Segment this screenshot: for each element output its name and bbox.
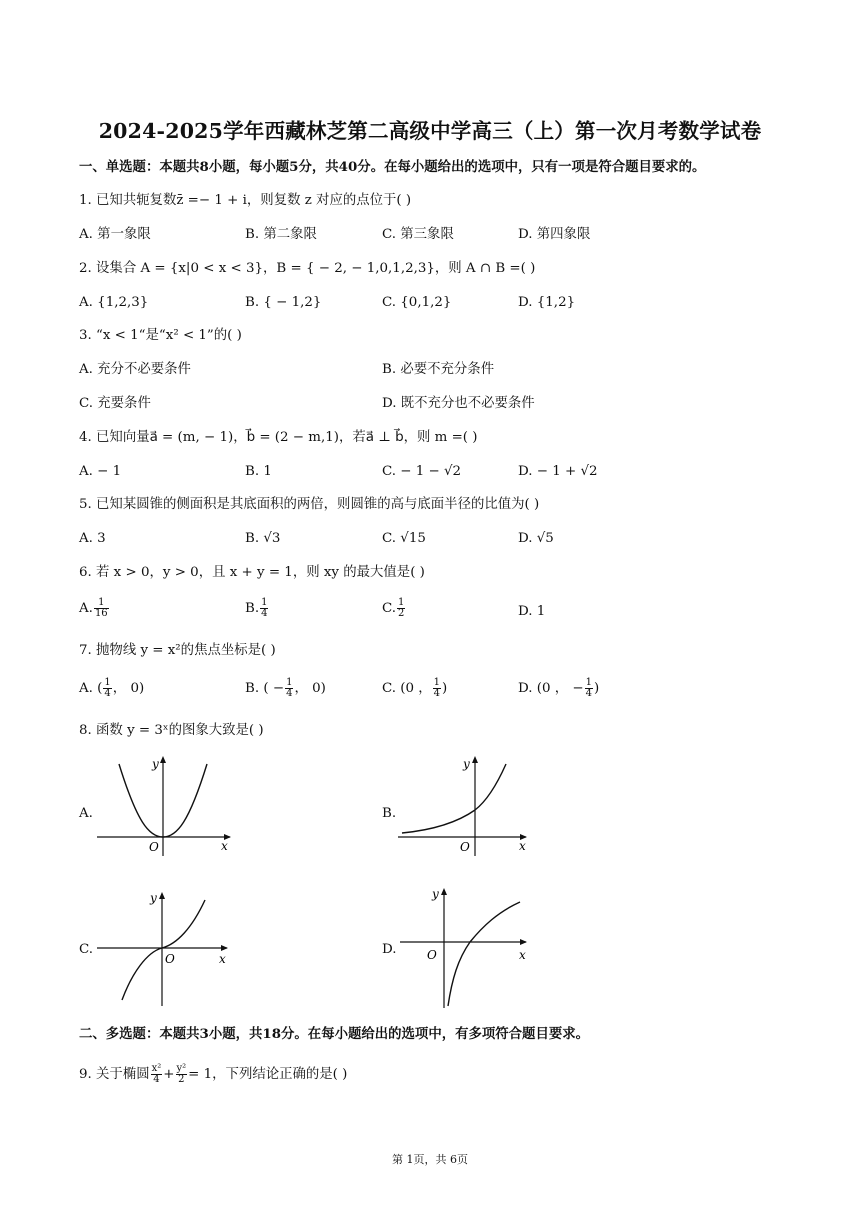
page-footer: 第 1页，共 6页 (392, 1153, 468, 1166)
graph-c-x-label: x (219, 952, 226, 966)
question-7-stem: 7. 抛物线 y = x²的焦点坐标是( ) (79, 643, 276, 658)
q6-option-b-label: B. (245, 601, 260, 616)
q5-option-c: C. √15 (382, 531, 426, 546)
q2-option-c: C. {0,1,2} (382, 295, 452, 310)
q2-option-a: A. {1,2,3} (79, 295, 149, 310)
q6-option-a (79, 598, 110, 619)
q9-fraction-x: $\frac{\text{x²}}{4}$ (151, 1063, 162, 1085)
graph-d-origin-label: O (427, 948, 437, 962)
q6-option-a-label: A. (79, 601, 93, 616)
section-heading-multiple-choice: 二、多选题：本题共3小题，共18分。在每小题给出的选项中，有多项符合题目要求。 (79, 1026, 590, 1042)
q7-option-a: A. ( $\frac{1}{4}$ ， 0) (79, 677, 145, 699)
q8-option-a-label: A. (79, 806, 93, 821)
q5-option-b: B. √3 (245, 531, 281, 546)
q1-option-a: A. 第一象限 (79, 227, 151, 242)
q8-option-c-label: C. (79, 942, 94, 957)
graph-c-origin-label: O (165, 952, 175, 966)
q7-option-d: D. (0 ， − $\frac{1}{4}$ ) (518, 677, 600, 699)
question-4-stem: 4. 已知向量a⃗ = (m, − 1)，b⃗ = (2 − m,1)，若a⃗ ⊥ b⃗，则 m =( ) (79, 430, 478, 445)
question-2-stem: 2. 设集合 A = {x|0 < x < 3}，B = { − 2, − 1,0,1,2,3}，则 A ∩ B =( ) (79, 261, 536, 276)
q1-option-b: B. 第二象限 (245, 227, 317, 242)
section-heading-single-choice: 一、单选题：本题共8小题，每小题5分，共40分。在每小题给出的选项中，只有一项是符合题目要求的。 (79, 159, 706, 175)
q4-option-a: A. − 1 (79, 464, 122, 479)
graph-a-y-label: y (152, 757, 159, 771)
q5-option-d: D. √5 (518, 531, 554, 546)
q1-option-d: D. 第四象限 (518, 227, 591, 242)
q5-option-a: A. 3 (79, 531, 106, 546)
question-9-stem: 9. 关于椭圆 $\frac{\text{x²}}{4}$ + $\frac{\text{y²}}{2}$ = 1，下列结论正确的是( ) (79, 1063, 348, 1085)
q9-fraction-y: $\frac{\text{y²}}{2}$ (176, 1063, 187, 1085)
q3-option-d: D. 既不充分也不必要条件 (382, 396, 535, 411)
q7-option-c-fraction: $\frac{1}{4}$ (433, 677, 441, 699)
graph-d-y-label: y (432, 887, 439, 901)
q7-option-d-fraction: $\frac{1}{4}$ (585, 677, 593, 699)
q8-graph-b (398, 752, 534, 856)
q2-option-d: D. {1,2} (518, 295, 576, 310)
q3-option-c: C. 充要条件 (79, 396, 151, 411)
question-6-stem: 6. 若 x > 0，y > 0，且 x + y = 1，则 xy 的最大值是( ) (79, 565, 425, 580)
graph-b-origin-label: O (460, 840, 470, 854)
question-1-stem: 1. 已知共轭复数z̄ =− 1 + i，则复数 z 对应的点位于( ) (79, 193, 412, 208)
q7-option-b-fraction: $\frac{1}{4}$ (286, 677, 293, 699)
q1-option-c: C. 第三象限 (382, 227, 454, 242)
q6-option-c (382, 598, 406, 619)
graph-c-y-label: y (150, 891, 157, 905)
graph-a-origin-label: O (149, 840, 159, 854)
q6-option-b-fraction: $\frac{1}{4}$ (261, 597, 268, 619)
graph-b-x-label: x (519, 839, 526, 853)
q6-option-b (245, 598, 269, 619)
q6-option-a-fraction: $\frac{1}{16}$ (94, 597, 108, 619)
q2-option-b: B. { − 1,2} (245, 295, 322, 310)
q7-option-a-fraction: $\frac{1}{4}$ (104, 677, 111, 699)
q6-option-d: D. 1 (518, 604, 546, 619)
q8-option-b-label: B. (382, 806, 397, 821)
q4-option-b: B. 1 (245, 464, 272, 479)
q4-option-d: D. − 1 + √2 (518, 464, 598, 479)
graph-d-x-label: x (519, 948, 526, 962)
q6-option-c-label: C. (382, 601, 397, 616)
q3-option-a: A. 充分不必要条件 (79, 362, 191, 377)
q8-graph-d (398, 884, 534, 1010)
q6-option-c-fraction: $\frac{1}{2}$ (398, 597, 405, 619)
q7-option-b: B. ( − $\frac{1}{4}$ ， 0) (245, 677, 326, 699)
q8-graph-a (97, 752, 237, 856)
question-3-stem: 3. “x < 1“是“x² < 1”的( ) (79, 328, 242, 343)
question-8-stem: 8. 函数 y = 3ˣ的图象大致是( ) (79, 723, 264, 738)
graph-a-x-label: x (221, 839, 228, 853)
page-title: 2024-2025学年西藏林芝第二高级中学高三（上）第一次月考数学试卷 (98, 119, 762, 143)
q7-option-c: C. (0 ， $\frac{1}{4}$ ) (382, 677, 448, 699)
question-5-stem: 5. 已知某圆锥的侧面积是其底面积的两倍，则圆锥的高与底面半径的比值为( ) (79, 497, 540, 512)
q4-option-c: C. − 1 − √2 (382, 464, 462, 479)
q8-graph-c (97, 888, 237, 1008)
graph-b-y-label: y (463, 757, 470, 771)
q8-option-d-label: D. (382, 942, 397, 957)
q3-option-b: B. 必要不充分条件 (382, 362, 495, 377)
